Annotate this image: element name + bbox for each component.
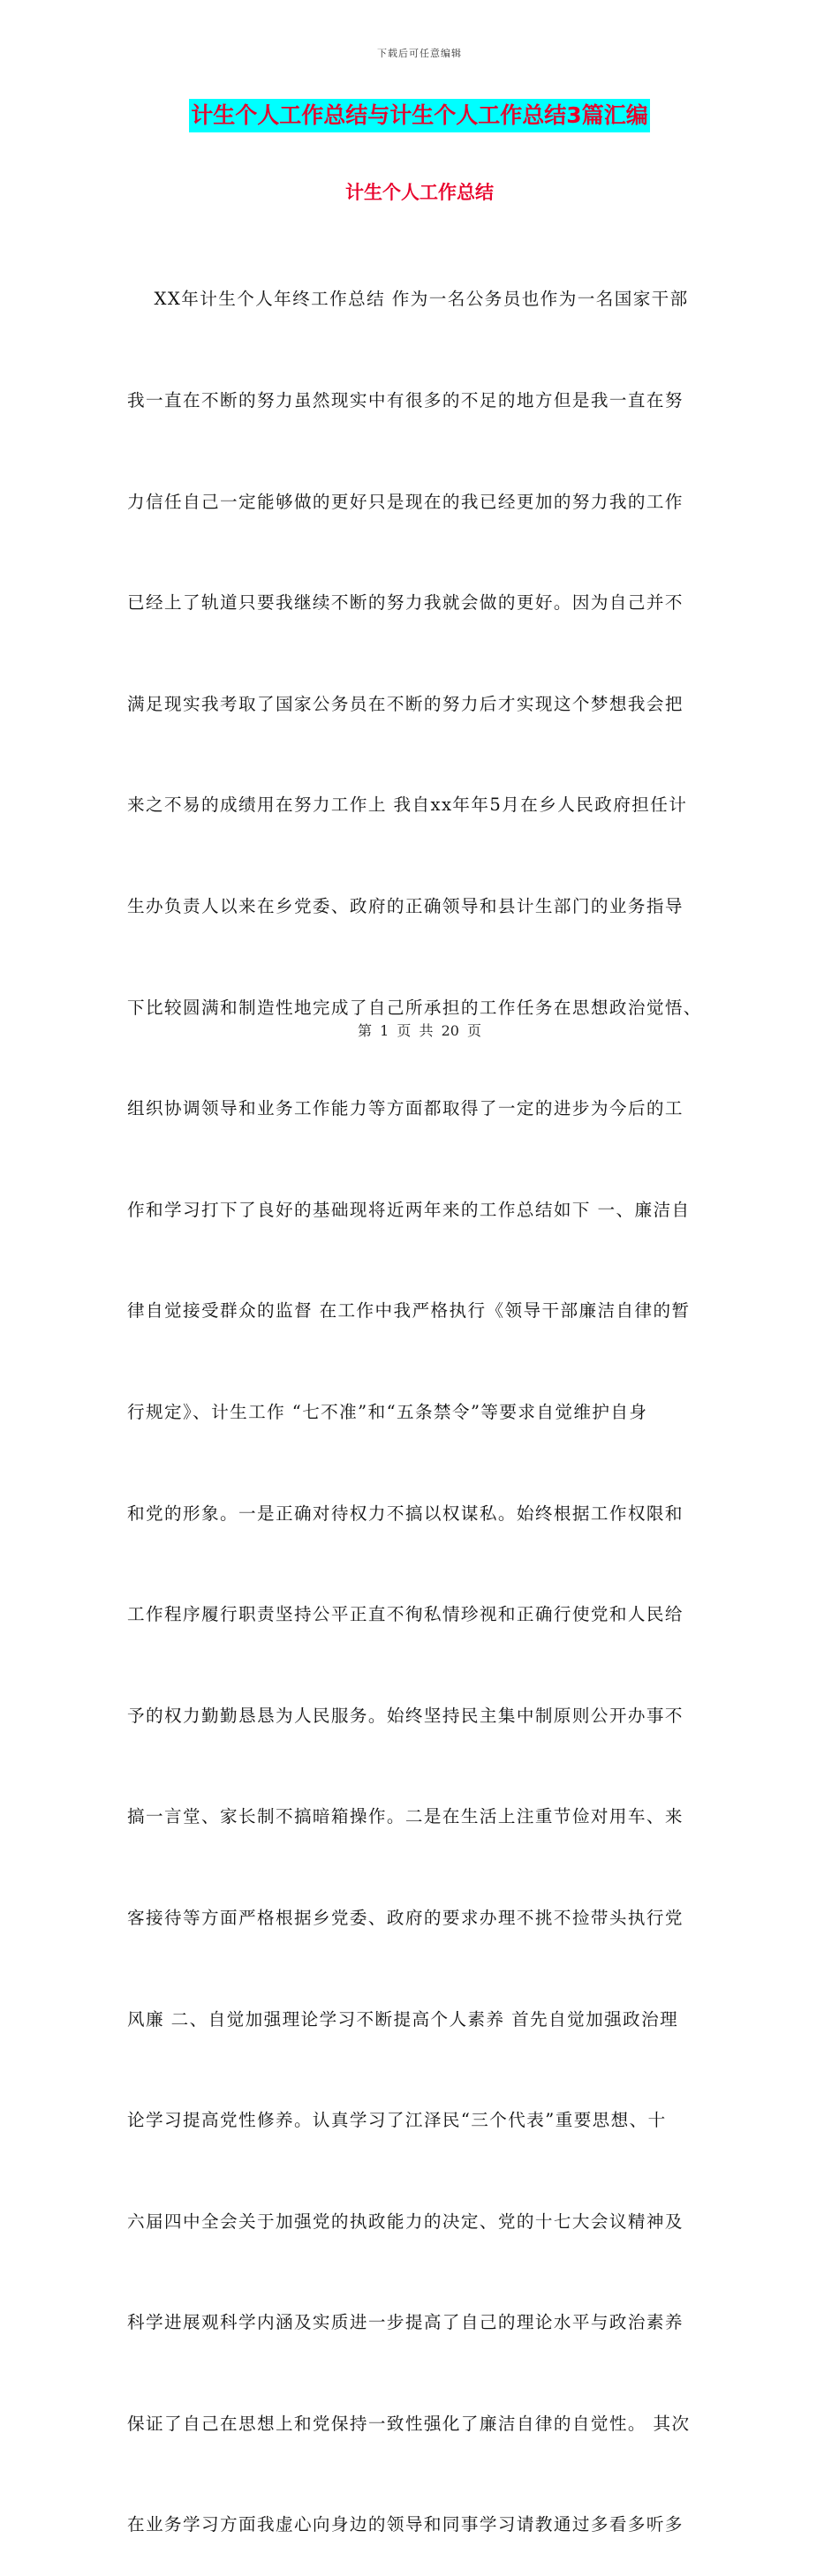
document-body xyxy=(127,215,714,2576)
body-line: 工作程序履行职责坚持公平正直不徇私情珍视和正确行使党和人民给 xyxy=(127,1604,684,1625)
body-line: 论学习提高党性修养。认真学习了江泽民“三个代表”重要思想、十 xyxy=(127,2110,667,2131)
page-footer xyxy=(0,1020,839,1040)
body-line: 予的权力勤勤恳恳为人民服务。始终坚持民主集中制原则公开办事不 xyxy=(127,1705,684,1726)
page-label-prefix: 第 xyxy=(357,1022,372,1039)
body-line: 作和学习打下了良好的基础现将近两年来的工作总结如下 一、廉洁自 xyxy=(127,1199,691,1220)
current-page-number: 1 xyxy=(380,1022,389,1039)
body-line: 下比较圆满和制造性地完成了自己所承担的工作任务在思想政治觉悟、 xyxy=(127,997,702,1018)
body-line: 六届四中全会关于加强党的执政能力的决定、党的十七大会议精神及 xyxy=(127,2211,684,2232)
document-title-container xyxy=(0,99,839,132)
body-line: 生办负责人以来在乡党委、政府的正确领导和县计生部门的业务指导 xyxy=(127,895,684,916)
body-line: 律自觉接受群众的监督 在工作中我严格执行《领导干部廉洁自律的暂 xyxy=(127,1300,691,1322)
body-line: 保证了自己在思想上和党保持一致性强化了廉洁自律的自觉性。 其次 xyxy=(127,2413,691,2434)
body-line: 满足现实我考取了国家公务员在不断的努力后才实现这个梦想我会把 xyxy=(127,693,684,714)
page-label-suffix: 页 xyxy=(467,1022,482,1039)
page-label-mid1: 页 xyxy=(397,1022,412,1039)
body-line: 已经上了轨道只要我继续不断的努力我就会做的更好。因为自己并不 xyxy=(127,592,684,614)
body-line: 在业务学习方面我虚心向身边的领导和同事学习请教通过多看多听多 xyxy=(127,2514,684,2535)
page-header-note: 下载后可任意编辑 xyxy=(377,48,462,59)
total-pages-number: 20 xyxy=(441,1022,459,1039)
body-line: 科学进展观科学内涵及实质进一步提高了自己的理论水平与政治素养 xyxy=(127,2312,684,2333)
document-title: 计生个人工作总结与计生个人工作总结3篇汇编 xyxy=(189,99,649,132)
body-line: 行规定》、计生工作 “七不准”和“五条禁令”等要求自觉维护自身 xyxy=(127,1401,648,1422)
body-line: 和党的形象。一是正确对待权力不搞以权谋私。始终根据工作权限和 xyxy=(127,1503,684,1524)
page-label-mid2: 共 xyxy=(419,1022,434,1039)
body-line: XX年计生个人年终工作总结 作为一名公务员也作为一名国家干部 xyxy=(127,289,689,310)
body-line: 来之不易的成绩用在努力工作上 我自xx年年5月在乡人民政府担任计 xyxy=(127,795,688,816)
section-heading: 计生个人工作总结 xyxy=(345,182,494,203)
body-line: 风廉 二、自觉加强理论学习不断提高个人素养 首先自觉加强政治理 xyxy=(127,2008,679,2030)
body-line: 力信任自己一定能够做的更好只是现在的我已经更加的努力我的工作 xyxy=(127,491,684,512)
body-line: 我一直在不断的努力虽然现实中有很多的不足的地方但是我一直在努 xyxy=(127,390,684,411)
body-line: 组织协调领导和业务工作能力等方面都取得了一定的进步为今后的工 xyxy=(127,1098,684,1119)
body-line: 客接待等方面严格根据乡党委、政府的要求办理不挑不捡带头执行党 xyxy=(127,1907,684,1928)
body-line: 搞一言堂、家长制不搞暗箱操作。二是在生活上注重节俭对用车、来 xyxy=(127,1806,684,1827)
